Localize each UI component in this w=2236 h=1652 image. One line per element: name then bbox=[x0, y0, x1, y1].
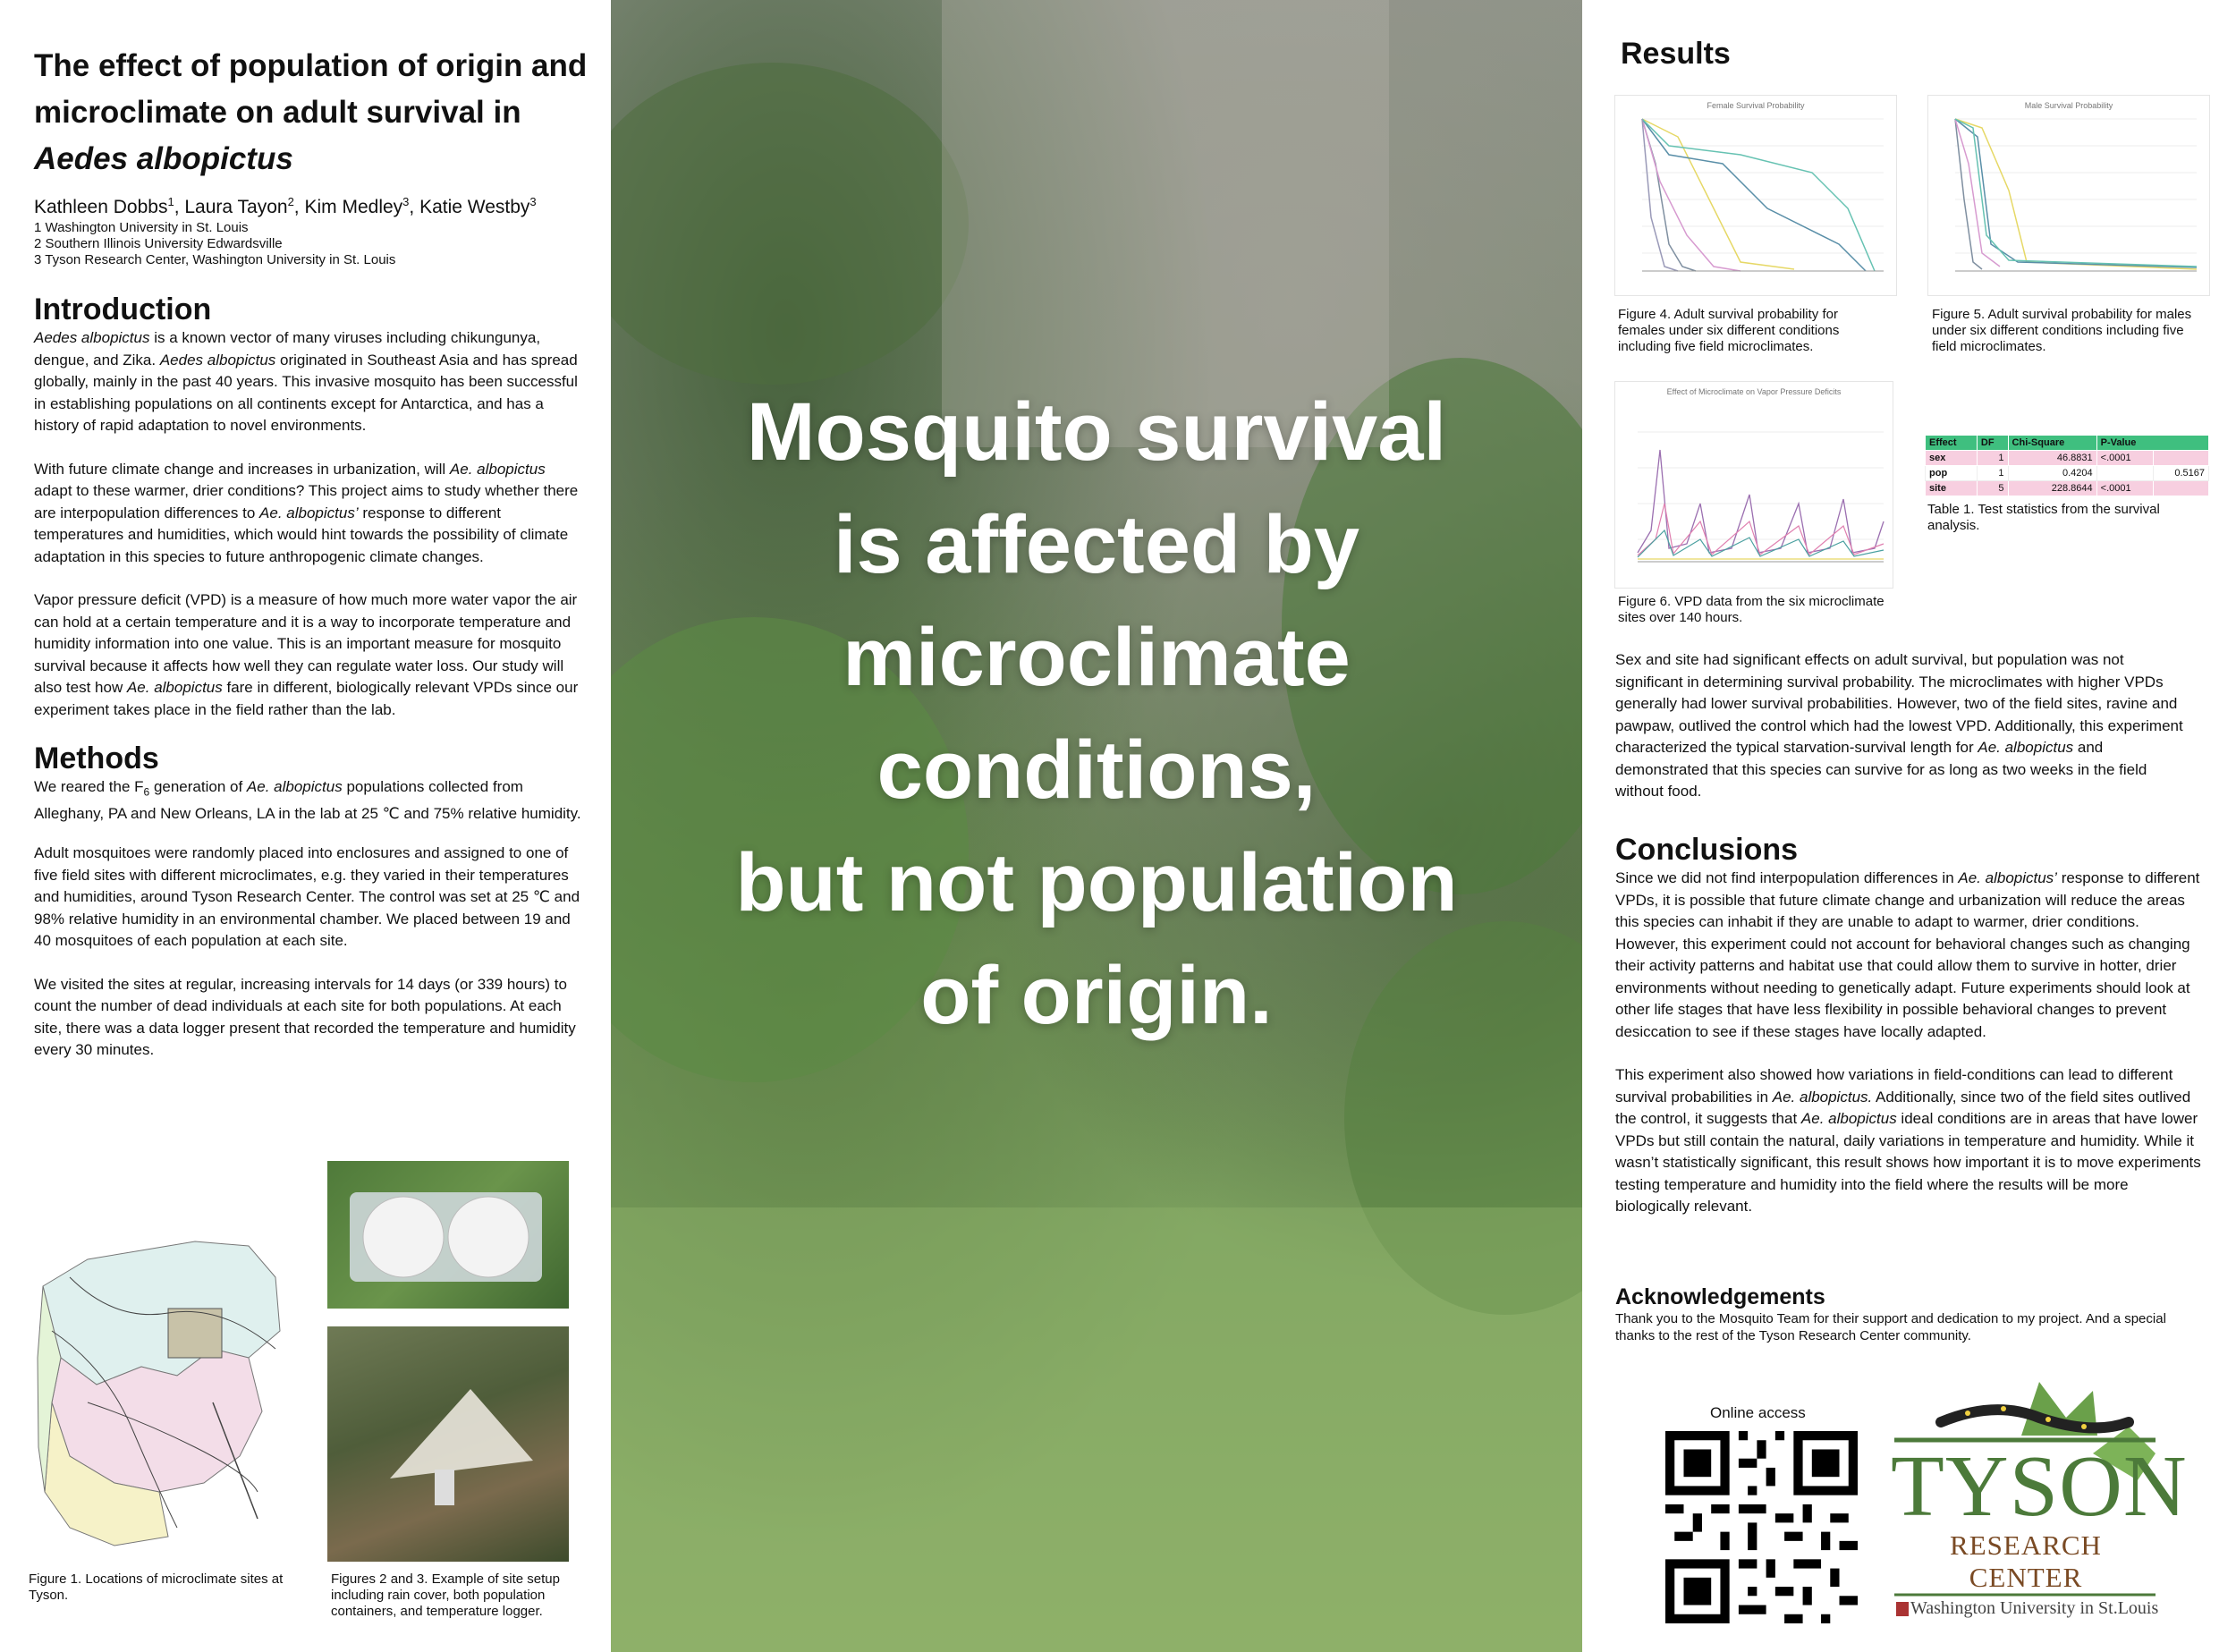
table-row: pop 1 0.4204 0.5167 bbox=[1926, 466, 2209, 481]
acknowledgements-section bbox=[1615, 1284, 2206, 1344]
male-survival-chart: Male Survival Probability bbox=[1927, 95, 2210, 296]
introduction-text: Aedes albopictus is a known vector of many viruses including chikungunya, dengue, and Zika. Aedes albopictus originated in Southeast Asia and has spread globally, mainly in the past 40 years. This invasive mosquito has been successful in establishing populations on all continents except for Antarctica, and has a history of rapid adaptation to novel environments. With future climate change and increases in urbanization, will Ae. albopictus adapt to these warmer, drier conditions? This project aims to study whether there are interpopulation differences to Ae. albopictus’ response to different temperatures and humidities, which would hint towards the possibility of climate adaptation in this species to future anthropogenic climate changes. Vapor pressure deficit (VPD) is a measure of how much more water vapor the air can hold at a certain temperature and it is a way to incorporate temperature and humidity information into one value. This is an important measure for mosquito survival because it affects how well they can regulate water loss. Our study will also test how Ae. albopictus fare in different, biologically relevant VPDs since our experiment takes place in the field rather than the lab. bbox=[34, 329, 579, 718]
table-row: site 5 228.8644 <.0001 bbox=[1926, 481, 2209, 496]
site-setup-photo bbox=[327, 1326, 569, 1562]
methods-text: We reared the $F_6$ generation of Ae. albopictus populations collected from Alleghany, PA and New Orleans, LA in the lab at 25 ℃ and 75% relative humidity. Adult mosquitoes were randomly placed into enclosures and assigned to one of five field sites with different microclimates, e.g. they varied in their temperatures and humidities, around Tyson Research Center. The control was set at 25 ℃ and 98% relative humidity in an environmental chamber. We placed between 19 and 40 mosquitoes of each population at each site. We visited the sites at regular, increasing intervals for 14 days (or 339 hours) to count the number of dead individuals at each site for both populations. At each site, there was a data logger present that recorded the temperature and humidity every 30 minutes. bbox=[34, 778, 581, 1059]
figure6-caption: Figure 6. VPD data from the six microclimate sites over 140 hours. bbox=[1618, 594, 1885, 625]
headline-text: Mosquito survival is affected by microclimate conditions, but not population of origin. bbox=[735, 386, 1458, 1041]
figure1-caption: Figure 1. Locations of microclimate sites at Tyson. bbox=[29, 1572, 284, 1603]
affiliation-list: 1 Washington University in St. Louis 2 Southern Illinois University Edwardsville 3 Tyson Research Center, Washington University in St. Louis bbox=[34, 220, 396, 267]
table1-caption: Table 1. Test statistics from the survival analysis. bbox=[1927, 502, 2160, 533]
conclusions-section bbox=[1615, 832, 2206, 1218]
university-wordmark: Washington University in St.Louis bbox=[1910, 1598, 2159, 1618]
logo-subtitle: RESEARCH CENTER bbox=[1950, 1529, 2102, 1593]
conclusions-heading: Conclusions bbox=[1615, 833, 1799, 867]
results-heading: Results bbox=[1621, 37, 1731, 71]
table-row: sex 1 46.8831 <.0001 bbox=[1926, 451, 2209, 466]
figure4-caption: Figure 4. Adult survival probability for females under six different conditions including five field microclimates. bbox=[1618, 307, 1840, 354]
introduction-heading: Introduction bbox=[34, 292, 212, 326]
online-access-label: Online access bbox=[1710, 1404, 1806, 1421]
methods-heading: Methods bbox=[34, 741, 159, 775]
figure23-caption: Figures 2 and 3. Example of site setup including rain cover, both population containers, and temperature logger. bbox=[331, 1572, 560, 1619]
results-text: Sex and site had significant effects on adult survival, but population was not significant in determining survival probability. The microclimates with higher VPDs generally had lower survival probabilities. However, two of the field sites, ravine and pawpaw, outlived the control which had the lowest VPD. Additionally, this experiment characterized the typical starvation-survival length for Ae. albopictus and demonstrated that this species can survive for as long as two weeks in the field without food. bbox=[1615, 651, 2183, 800]
female-survival-chart: Female Survival Probability bbox=[1614, 95, 1897, 296]
rain-cover-photo bbox=[327, 1161, 569, 1309]
vpd-chart: Effect of Microclimate on Vapor Pressure Deficits bbox=[1614, 381, 1893, 589]
acknowledgements-text: Thank you to the Mosquito Team for their support and dedication to my project. And a special thanks to the rest of the Tyson Research Center community. bbox=[1615, 1311, 2166, 1343]
background-photo bbox=[611, 0, 1582, 1652]
test-statistics-table: Effect DF Chi-Square P-Value sex 1 46.8831 <.0001 pop 1 0.4204 0.5167 site 5 228.8644 <.0001 bbox=[1925, 435, 2209, 496]
figure5-caption: Figure 5. Adult survival probability for males under six different conditions including five field microclimates. bbox=[1932, 307, 2192, 354]
acknowledgements-heading: Acknowledgements bbox=[1615, 1284, 1825, 1309]
author-list: Kathleen Dobbs$^1$, Laura Tayon$^2$, Kim Medley$^3$, Katie Westby$^3$ bbox=[34, 195, 537, 217]
poster-title: The effect of population of origin and microclimate on adult survival in Aedes albopictus bbox=[34, 48, 588, 176]
conclusions-text: Since we did not find interpopulation differences in Ae. albopictus’ response to different VPDs, it is possible that future climate change and urbanization will reduce the areas this species can inhabit if they are unable to adapt to warmer, drier conditions. However, this experiment could not account for behavioral changes such as changing their activity patterns and habitat use that could allow them to survive in hotter, drier environments without needing to genetically adapt. Future experiments should look at other life stages that have less flexibility in possible behavioral changes to prevent desiccation to see if these stages have locally adapted. This experiment also showed how variations in field-conditions can lead to different survival probabilities in Ae. albopictus. Additionally, since two of the field sites outlived the control, it suggests that Ae. albopictus ideal conditions are in areas that have lower VPDs but still contain the natural, daily variations in temperature and humidity. While it wasn’t statistically significant, this result shows how important it is to move experiments testing temperature and humidity into the field where the results will be more biologically relevant. bbox=[1615, 869, 2201, 1215]
qr-code-icon[interactable] bbox=[1665, 1431, 1858, 1623]
logo-wordmark: TYSON bbox=[1891, 1438, 2188, 1535]
site-map-figure bbox=[34, 1224, 288, 1555]
